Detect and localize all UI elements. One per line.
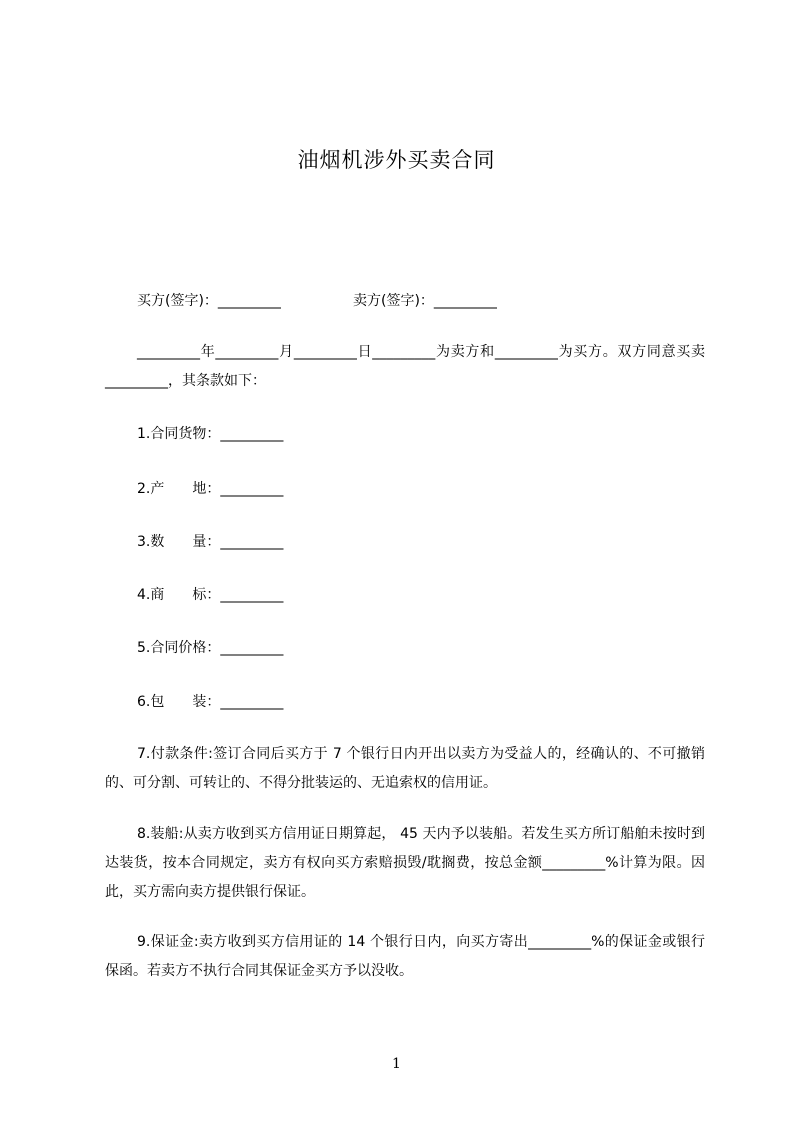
clause-payment: 7.付款条件:签订合同后买方于 7 个银行日内开出以卖方为受益人的，经确认的、不可撤销的、可分割、可转让的、不得分批装运的、无追索权的信用证。 — [105, 746, 705, 791]
item-quantity: 3.数 量：_________ — [137, 534, 284, 550]
seller-signature: 卖方(签字)：_________ — [353, 293, 497, 309]
document-title: 油烟机涉外买卖合同 — [297, 148, 496, 172]
clause-deposit: 9.保证金:卖方收到买方信用证的 14 个银行日内，向买方寄出_________%的保证金或银行保函。若卖方不执行合同其保证金买方予以没收。 — [105, 934, 705, 979]
item-trademark: 4.商 标：_________ — [137, 587, 284, 603]
item-goods: 1.合同货物：_________ — [137, 426, 284, 442]
intro-paragraph: _________年_________月_________日_________为卖方和_________为买方。双方同意买卖_________，其条款如下： — [105, 344, 705, 389]
page-number: 1 — [392, 1056, 401, 1072]
item-origin: 2.产 地：_________ — [137, 481, 284, 497]
item-packing: 6.包 装：_________ — [137, 694, 284, 710]
clause-shipment: 8.装船:从卖方收到买方信用证日期算起， 45 天内予以装船。若发生买方所订船舶未按时到达装货，按本合同规定，卖方有权向买方索赔损毁/耽搁费，按总金额_________%计算为限。因此，买方需向卖方提供银行保证。 — [105, 826, 705, 900]
item-price: 5.合同价格：_________ — [137, 640, 284, 656]
buyer-signature: 买方(签字)：_________ — [137, 293, 281, 309]
